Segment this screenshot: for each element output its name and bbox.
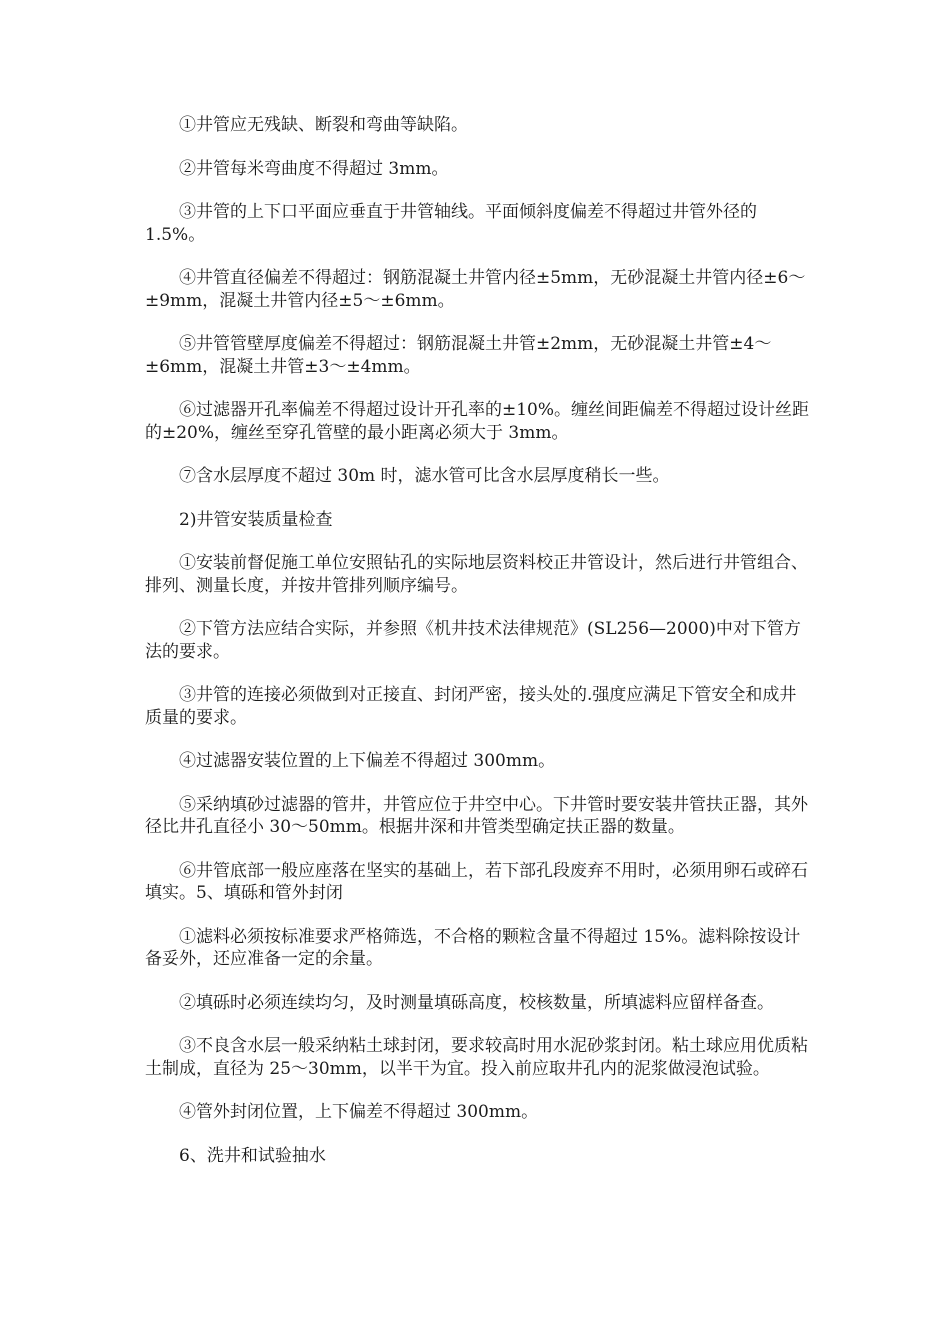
paragraph-5: ⑤井管管壁厚度偏差不得超过：钢筋混凝土井管±2mm，无砂混凝土井管±4～±6mm，混凝土井管±3～±4mm。 xyxy=(145,334,772,377)
paragraph-4: ④井管直径偏差不得超过：钢筋混凝土井管内径±5mm，无砂混凝土井管内径±6～±9mm，混凝土井管内径±5～±6mm。 xyxy=(145,268,806,311)
document-body xyxy=(145,114,810,1188)
paragraph-7: ⑦含水层厚度不超过 30m 时，滤水管可比含水层厚度稍长一些。 xyxy=(179,466,670,486)
paragraph-9: ①安装前督促施工单位安照钻孔的实际地层资料校正井管设计，然后进行井管组合、排列、测量长度，并按井管排列顺序编号。 xyxy=(145,553,808,596)
paragraph-1: ①井管应无残缺、断裂和弯曲等缺陷。 xyxy=(179,115,468,135)
paragraph-2: ②井管每米弯曲度不得超过 3mm。 xyxy=(179,158,449,179)
paragraph-17: ③不良含水层一般采纳粘土球封闭，要求较高时用水泥砂浆封闭。粘土球应用优质粘土制成，直径为 25～30mm，以半干为宜。投入前应取井孔内的泥浆做浸泡试验。 xyxy=(145,1036,808,1079)
paragraph-12: ④过滤器安装位置的上下偏差不得超过 300mm。 xyxy=(179,751,556,771)
paragraph-10: ②下管方法应结合实际，并参照《机井技术法律规范》(SL256—2000)中对下管方法的要求。 xyxy=(145,619,801,662)
paragraph-15: ①滤料必须按标准要求严格筛选，不合格的颗粒含量不得超过 15%。滤料除按设计备妥外，还应准备一定的余量。 xyxy=(145,926,801,969)
paragraph-6: ⑥过滤器开孔率偏差不得超过设计开孔率的±10%。缠丝间距偏差不得超过设计丝距的±20%，缠丝至穿孔管壁的最小距离必须大于 3mm。 xyxy=(145,400,810,443)
paragraph-16: ②填砾时必须连续均匀，及时测量填砾高度，校核数量，所填滤料应留样备查。 xyxy=(179,992,774,1013)
paragraph-18: ④管外封闭位置，上下偏差不得超过 300mm。 xyxy=(179,1102,539,1122)
paragraph-13: ⑤采纳填砂过滤器的管井，井管应位于井空中心。下井管时要安装井管扶正器，其外径比井孔直径小 30～50mm。根据井深和井管类型确定扶正器的数量。 xyxy=(145,794,808,837)
paragraph-14: ⑥井管底部一般应座落在坚实的基础上，若下部孔段废弃不用时，必须用卵石或碎石填实。5、填砾和管外封闭 xyxy=(145,860,808,903)
paragraph-3: ③井管的上下口平面应垂直于井管轴线。平面倾斜度偏差不得超过井管外径的 1.5%。 xyxy=(145,202,757,245)
section-heading-well-pipe-installation: 2)井管安装质量检查 xyxy=(179,509,333,530)
section-heading-well-washing: 6、洗井和试验抽水 xyxy=(179,1145,326,1166)
paragraph-11: ③井管的连接必须做到对正接直、封闭严密，接头处的.强度应满足下管安全和成井质量的要求。 xyxy=(145,685,797,728)
